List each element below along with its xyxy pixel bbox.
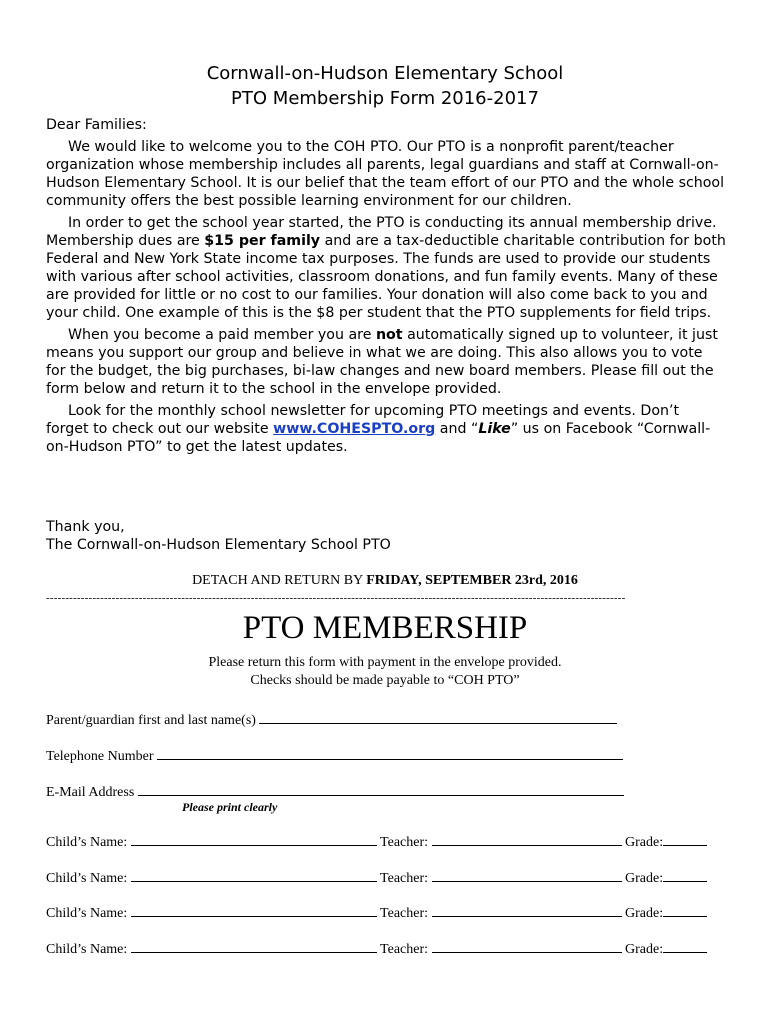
teacher-label: Teacher: xyxy=(380,906,429,921)
email-label: E-Mail Address xyxy=(46,785,135,800)
paragraph-dues: In order to get the school year started, the PTO is conducting its annual membership drive. Membership dues are $15 per family and are a tax-deductible charitable contribution for both Federal and New York State income tax purposes. The funds are used to provide our students with various after school activities, classroom donations, and fun family events. Many of these are provided for little or no cost to our families. Your donation will also come back to you and your child. One example of this is the $8 per student that the PTO supplements for field trips. xyxy=(46,215,726,321)
email-field xyxy=(46,782,624,801)
email-line[interactable] xyxy=(138,782,624,796)
paragraph-newsletter: Look for the monthly school newsletter for upcoming PTO meetings and events. Don’t forget to check out our website www.COHESPTO.org and “Like” us on Facebook “Cornwall-on-Hudson PTO” to get the latest updates. xyxy=(46,403,711,455)
grade-line[interactable] xyxy=(663,868,707,882)
child-name-label: Child’s Name: xyxy=(46,871,128,886)
parent-name-field xyxy=(46,710,617,729)
child-name-line[interactable] xyxy=(131,939,377,953)
paragraph-volunteer: When you become a paid member you are not automatically signed up to volunteer, it just means you support our group and believe in what we are doing. This also allows you to vote for the budget, the big purchases, bi-law changes and new board members. Please fill out the form below and return it to the school in the envelope provided. xyxy=(46,327,718,397)
grade-line[interactable] xyxy=(663,832,707,846)
child-name-label: Child’s Name: xyxy=(46,942,128,957)
dues-amount: $15 per family xyxy=(204,233,321,249)
child-row xyxy=(46,832,707,851)
greeting: Dear Families: xyxy=(46,117,147,133)
child-name-label: Child’s Name: xyxy=(46,906,128,921)
teacher-line[interactable] xyxy=(432,939,622,953)
teacher-label: Teacher: xyxy=(380,871,429,886)
child-name-label: Child’s Name: xyxy=(46,835,128,850)
letter-body xyxy=(46,116,726,456)
child-row xyxy=(46,939,707,958)
teacher-line[interactable] xyxy=(432,868,622,882)
child-row xyxy=(46,903,707,922)
teacher-label: Teacher: xyxy=(380,835,429,850)
website-link[interactable]: www.COHESPTO.org xyxy=(273,421,436,437)
child-name-line[interactable] xyxy=(131,832,377,846)
grade-label: Grade: xyxy=(625,871,664,886)
paragraph-welcome: We would like to welcome you to the COH PTO. Our PTO is a nonprofit parent/teacher organization whose membership includes all parents, legal guardians and staff at Cornwall-on-Hudson Elementary School. It is our belief that the team effort of our PTO and the whole school community offers the best possible learning environment for our children. xyxy=(46,139,725,209)
grade-line[interactable] xyxy=(663,939,707,953)
instruction-return: Please return this form with payment in the envelope provided. xyxy=(208,655,562,670)
instruction-checks: Checks should be made payable to “COH PTO” xyxy=(250,673,520,688)
school-name: Cornwall-on-Hudson Elementary School xyxy=(206,63,564,84)
deadline: FRIDAY, SEPTEMBER 23rd, 2016 xyxy=(366,573,578,588)
child-name-line[interactable] xyxy=(131,868,377,882)
closing: Thank you, xyxy=(46,519,125,535)
parent-name-line[interactable] xyxy=(259,710,617,724)
like-text: Like xyxy=(478,421,511,437)
teacher-line[interactable] xyxy=(432,903,622,917)
child-name-line[interactable] xyxy=(131,903,377,917)
cut-line: ------------------------------------------------------------------------------------------------------------------------------------------------------ xyxy=(46,592,626,604)
teacher-line[interactable] xyxy=(432,832,622,846)
membership-title: PTO MEMBERSHIP xyxy=(242,610,528,646)
form-title: PTO Membership Form 2016-2017 xyxy=(231,88,539,109)
grade-line[interactable] xyxy=(663,903,707,917)
emphasis-not: not xyxy=(375,327,403,343)
teacher-label: Teacher: xyxy=(380,942,429,957)
phone-field xyxy=(46,746,623,765)
phone-line[interactable] xyxy=(157,746,623,760)
print-hint: Please print clearly xyxy=(182,800,278,814)
child-row xyxy=(46,868,707,887)
phone-label: Telephone Number xyxy=(46,749,154,764)
detach-notice: DETACH AND RETURN BY FRIDAY, SEPTEMBER 23rd, 2016 xyxy=(192,573,578,588)
grade-label: Grade: xyxy=(625,942,664,957)
signature: The Cornwall-on-Hudson Elementary School PTO xyxy=(46,537,391,553)
parent-name-label: Parent/guardian first and last name(s) xyxy=(46,713,256,728)
grade-label: Grade: xyxy=(625,906,664,921)
grade-label: Grade: xyxy=(625,835,664,850)
